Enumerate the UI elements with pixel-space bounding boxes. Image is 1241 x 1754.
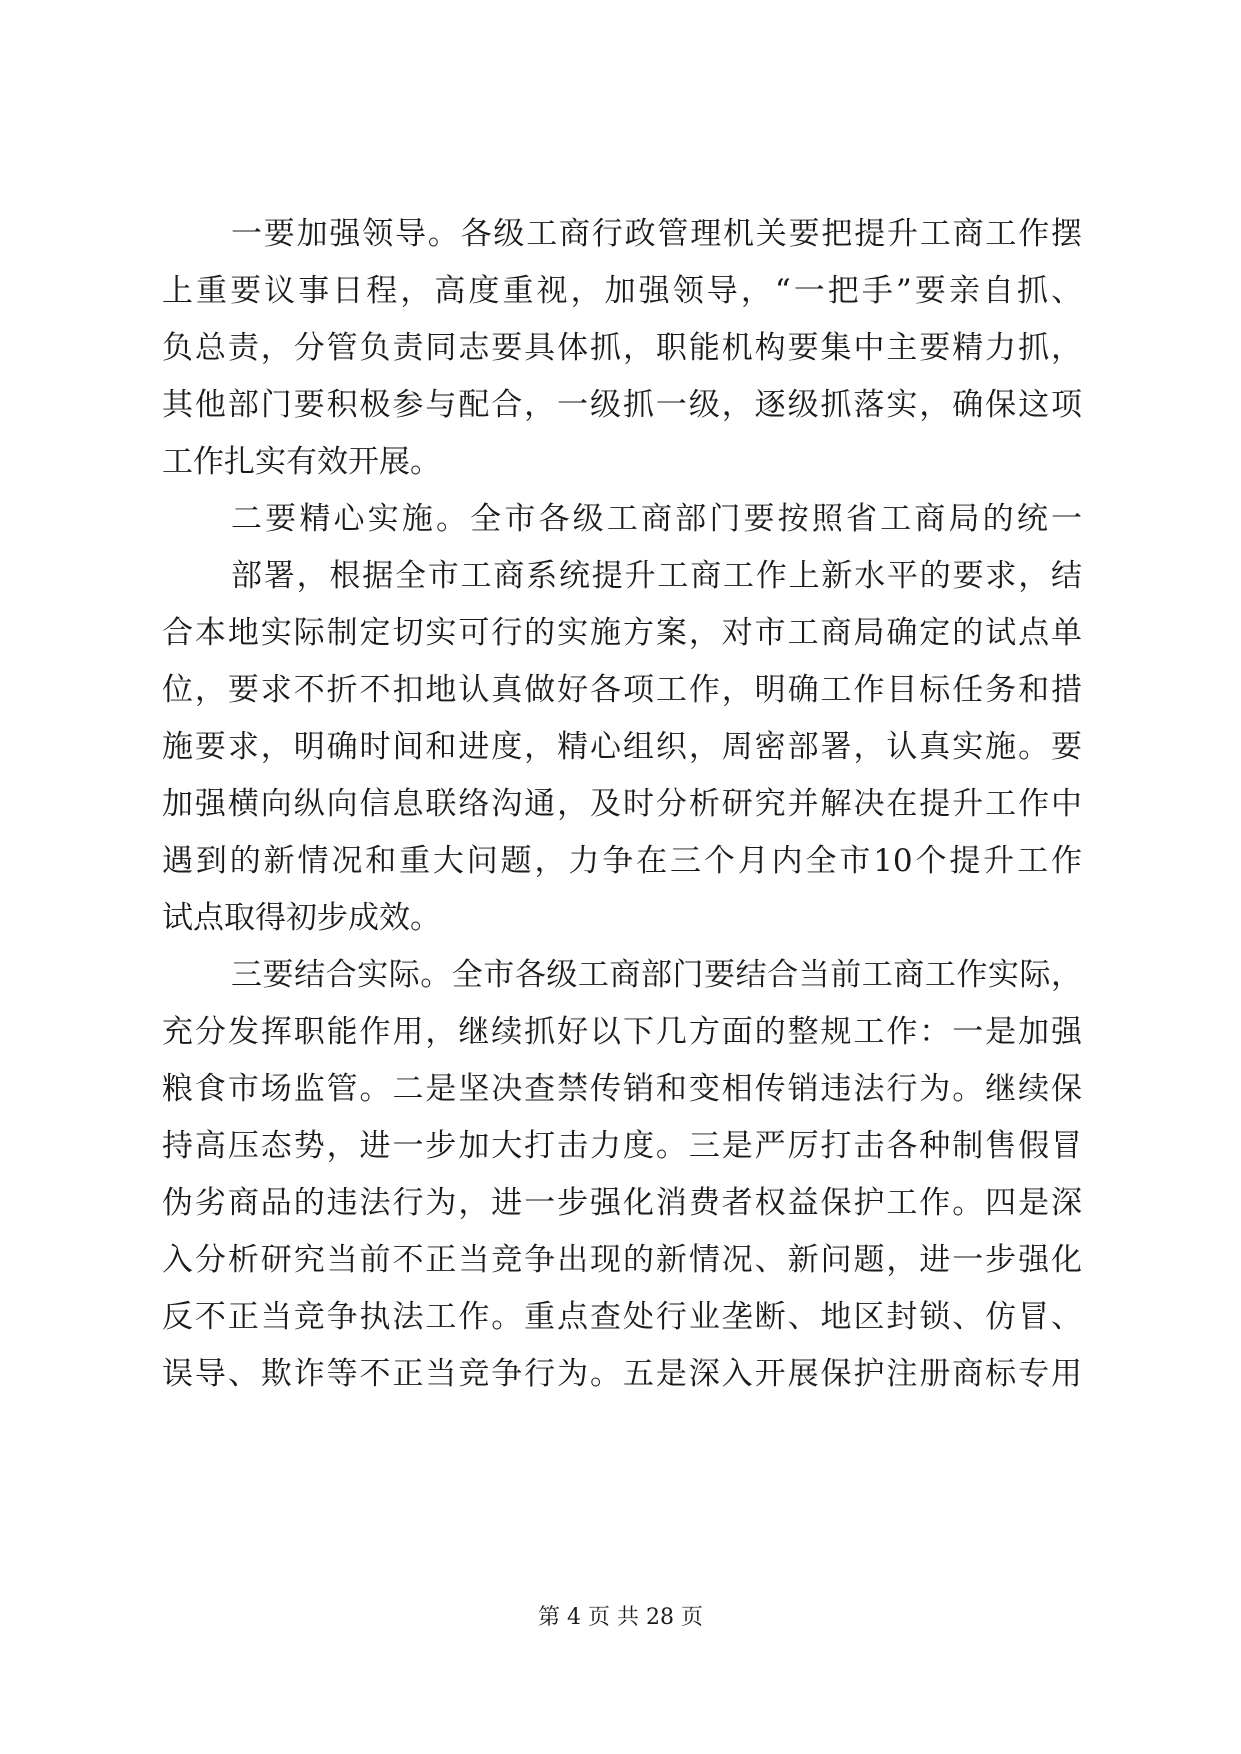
page-number-footer: 第 4 页 共 28 页 [538,1605,703,1630]
paragraph-2-line-8: 试点取得初步成效。 [162,900,441,936]
paragraph-2-line-7: 遇到的新情况和重大问题，力争在三个月内全市10个提升工作 [162,843,1082,879]
paragraph-2-line-6: 加强横向纵向信息联络沟通，及时分析研究并解决在提升工作中 [162,786,1082,822]
paragraph-1-line-3: 负总责，分管负责同志要具体抓，职能机构要集中主要精力抓， [162,330,1082,366]
paragraph-2-line-3: 合本地实际制定切实可行的实施方案，对市工商局确定的试点单 [162,615,1082,651]
paragraph-2-line-2: 部署，根据全市工商系统提升工商工作上新水平的要求，结 [231,558,1082,594]
paragraph-2-line-4: 位，要求不折不扣地认真做好各项工作，明确工作目标任务和措 [162,672,1082,708]
paragraph-3-line-8: 误导、欺诈等不正当竞争行为。五是深入开展保护注册商标专用 [162,1356,1082,1392]
paragraph-1-line-5: 工作扎实有效开展。 [162,444,441,480]
paragraph-3-line-5: 伪劣商品的违法行为，进一步强化消费者权益保护工作。四是深 [162,1185,1082,1221]
paragraph-3-line-7: 反不正当竞争执法工作。重点查处行业垄断、地区封锁、仿冒、 [162,1299,1082,1335]
paragraph-1-line-2: 上重要议事日程，高度重视，加强领导，“一把手”要亲自抓、 [162,273,1082,309]
paragraph-1-line-1: 一要加强领导。各级工商行政管理机关要把提升工商工作摆 [231,216,1082,252]
paragraph-3-line-2: 充分发挥职能作用，继续抓好以下几方面的整规工作：一是加强 [162,1014,1082,1050]
paragraph-1-line-4: 其他部门要积极参与配合，一级抓一级，逐级抓落实，确保这项 [162,387,1082,423]
paragraph-3-line-6: 入分析研究当前不正当竞争出现的新情况、新问题，进一步强化 [162,1242,1082,1278]
paragraph-3-line-3: 粮食市场监管。二是坚决查禁传销和变相传销违法行为。继续保 [162,1071,1082,1107]
paragraph-2-line-5: 施要求，明确时间和进度，精心组织，周密部署，认真实施。要 [162,729,1082,765]
paragraph-2-line-1: 二要精心实施。全市各级工商部门要按照省工商局的统一 [231,501,1082,537]
paragraph-3-line-4: 持高压态势，进一步加大打击力度。三是严厉打击各种制售假冒 [162,1128,1082,1164]
paragraph-3-line-1: 三要结合实际。全市各级工商部门要结合当前工商工作实际， [231,957,1082,993]
